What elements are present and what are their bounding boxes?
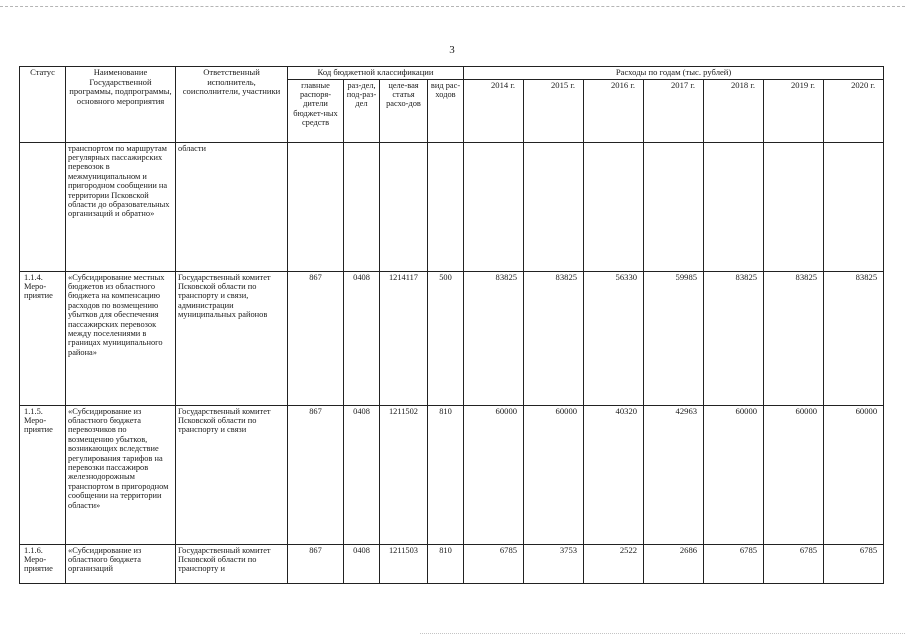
row-value: 60000 [824, 405, 884, 544]
row-code-section: 0408 [344, 544, 380, 583]
header-responsible: Ответственный исполнитель, соисполнители, участники [176, 67, 288, 143]
scan-edge-bottom [420, 633, 905, 634]
table-row [20, 142, 884, 271]
row-value [824, 142, 884, 271]
row-code-target [380, 142, 428, 271]
row-code-main: 867 [288, 405, 344, 544]
row-status [20, 142, 66, 271]
header-year: 2015 г. [524, 79, 584, 142]
row-code-target: 1211503 [380, 544, 428, 583]
row-status: 1.1.4. Меро-приятие [20, 271, 66, 405]
row-name: «Субсидирование из областного бюджета организаций [66, 544, 176, 583]
row-value: 6785 [764, 544, 824, 583]
header-year: 2016 г. [584, 79, 644, 142]
row-value: 60000 [524, 405, 584, 544]
header-row-1 [20, 67, 884, 80]
row-code-main: 867 [288, 271, 344, 405]
row-value: 60000 [764, 405, 824, 544]
row-code-kind [428, 142, 464, 271]
row-responsible: Государственный комитет Псковской области по транспорту и [176, 544, 288, 583]
row-value: 6785 [464, 544, 524, 583]
header-status: Статус [20, 67, 66, 143]
row-value: 83825 [524, 271, 584, 405]
page-number: 3 [449, 44, 455, 56]
row-value: 83825 [764, 271, 824, 405]
table-row [20, 405, 884, 544]
row-code-main [288, 142, 344, 271]
row-code-kind: 810 [428, 544, 464, 583]
table-row [20, 271, 884, 405]
row-value: 60000 [464, 405, 524, 544]
row-code-section: 0408 [344, 405, 380, 544]
budget-table [19, 66, 884, 584]
row-value: 83825 [704, 271, 764, 405]
row-name: транспортом по маршрутам регулярных пассажирских перевозок в межмуниципальном и пригородном сообщении на территории Псковской области до образовательных организаций и обратно» [66, 142, 176, 271]
row-value: 2522 [584, 544, 644, 583]
table-row [20, 544, 884, 583]
row-value: 56330 [584, 271, 644, 405]
row-value: 6785 [824, 544, 884, 583]
header-budget-code-group: Код бюджетной классификации [288, 67, 464, 80]
header-code-main: главные распоря-дители бюджет-ных средств [288, 79, 344, 142]
header-year: 2018 г. [704, 79, 764, 142]
row-code-main: 867 [288, 544, 344, 583]
header-expenses-group: Расходы по годам (тыс. рублей) [464, 67, 884, 80]
row-name: «Субсидирование местных бюджетов из областного бюджета на компенсацию расходов по возмещению убытков для обеспечения пассажирских перевозок между поселениями в границах муниципального района» [66, 271, 176, 405]
header-code-target: целе-вая статья расхо-дов [380, 79, 428, 142]
row-value [464, 142, 524, 271]
row-value: 2686 [644, 544, 704, 583]
header-name: Наименование Государственной программы, подпрограммы, основного мероприятия [66, 67, 176, 143]
row-value [644, 142, 704, 271]
row-code-kind: 500 [428, 271, 464, 405]
row-value [704, 142, 764, 271]
row-name: «Субсидирование из областного бюджета перевозчиков по возмещению убытков, возникающих вследствие регулирования тарифов на перевозки пассажиров железнодорожным транспортом в пригородном сообщении на территории области» [66, 405, 176, 544]
row-value: 59985 [644, 271, 704, 405]
row-value: 83825 [464, 271, 524, 405]
row-status: 1.1.6. Меро-приятие [20, 544, 66, 583]
header-year: 2017 г. [644, 79, 704, 142]
row-value [584, 142, 644, 271]
row-value: 83825 [824, 271, 884, 405]
header-year: 2019 г. [764, 79, 824, 142]
row-value: 40320 [584, 405, 644, 544]
row-value: 42963 [644, 405, 704, 544]
row-value [524, 142, 584, 271]
row-value: 6785 [704, 544, 764, 583]
header-year: 2020 г. [824, 79, 884, 142]
row-responsible: области [176, 142, 288, 271]
row-status: 1.1.5. Меро-приятие [20, 405, 66, 544]
scan-edge-top [0, 6, 905, 7]
row-code-target: 1214117 [380, 271, 428, 405]
header-year: 2014 г. [464, 79, 524, 142]
row-value [764, 142, 824, 271]
row-value: 60000 [704, 405, 764, 544]
header-code-kind: вид рас-ходов [428, 79, 464, 142]
header-code-section: раз-дел, под-раз-дел [344, 79, 380, 142]
row-code-section: 0408 [344, 271, 380, 405]
row-responsible: Государственный комитет Псковской области по транспорту и связи [176, 405, 288, 544]
row-code-target: 1211502 [380, 405, 428, 544]
row-value: 3753 [524, 544, 584, 583]
row-code-section [344, 142, 380, 271]
row-code-kind: 810 [428, 405, 464, 544]
row-responsible: Государственный комитет Псковской области по транспорту и связи, администрации муниципальных районов [176, 271, 288, 405]
